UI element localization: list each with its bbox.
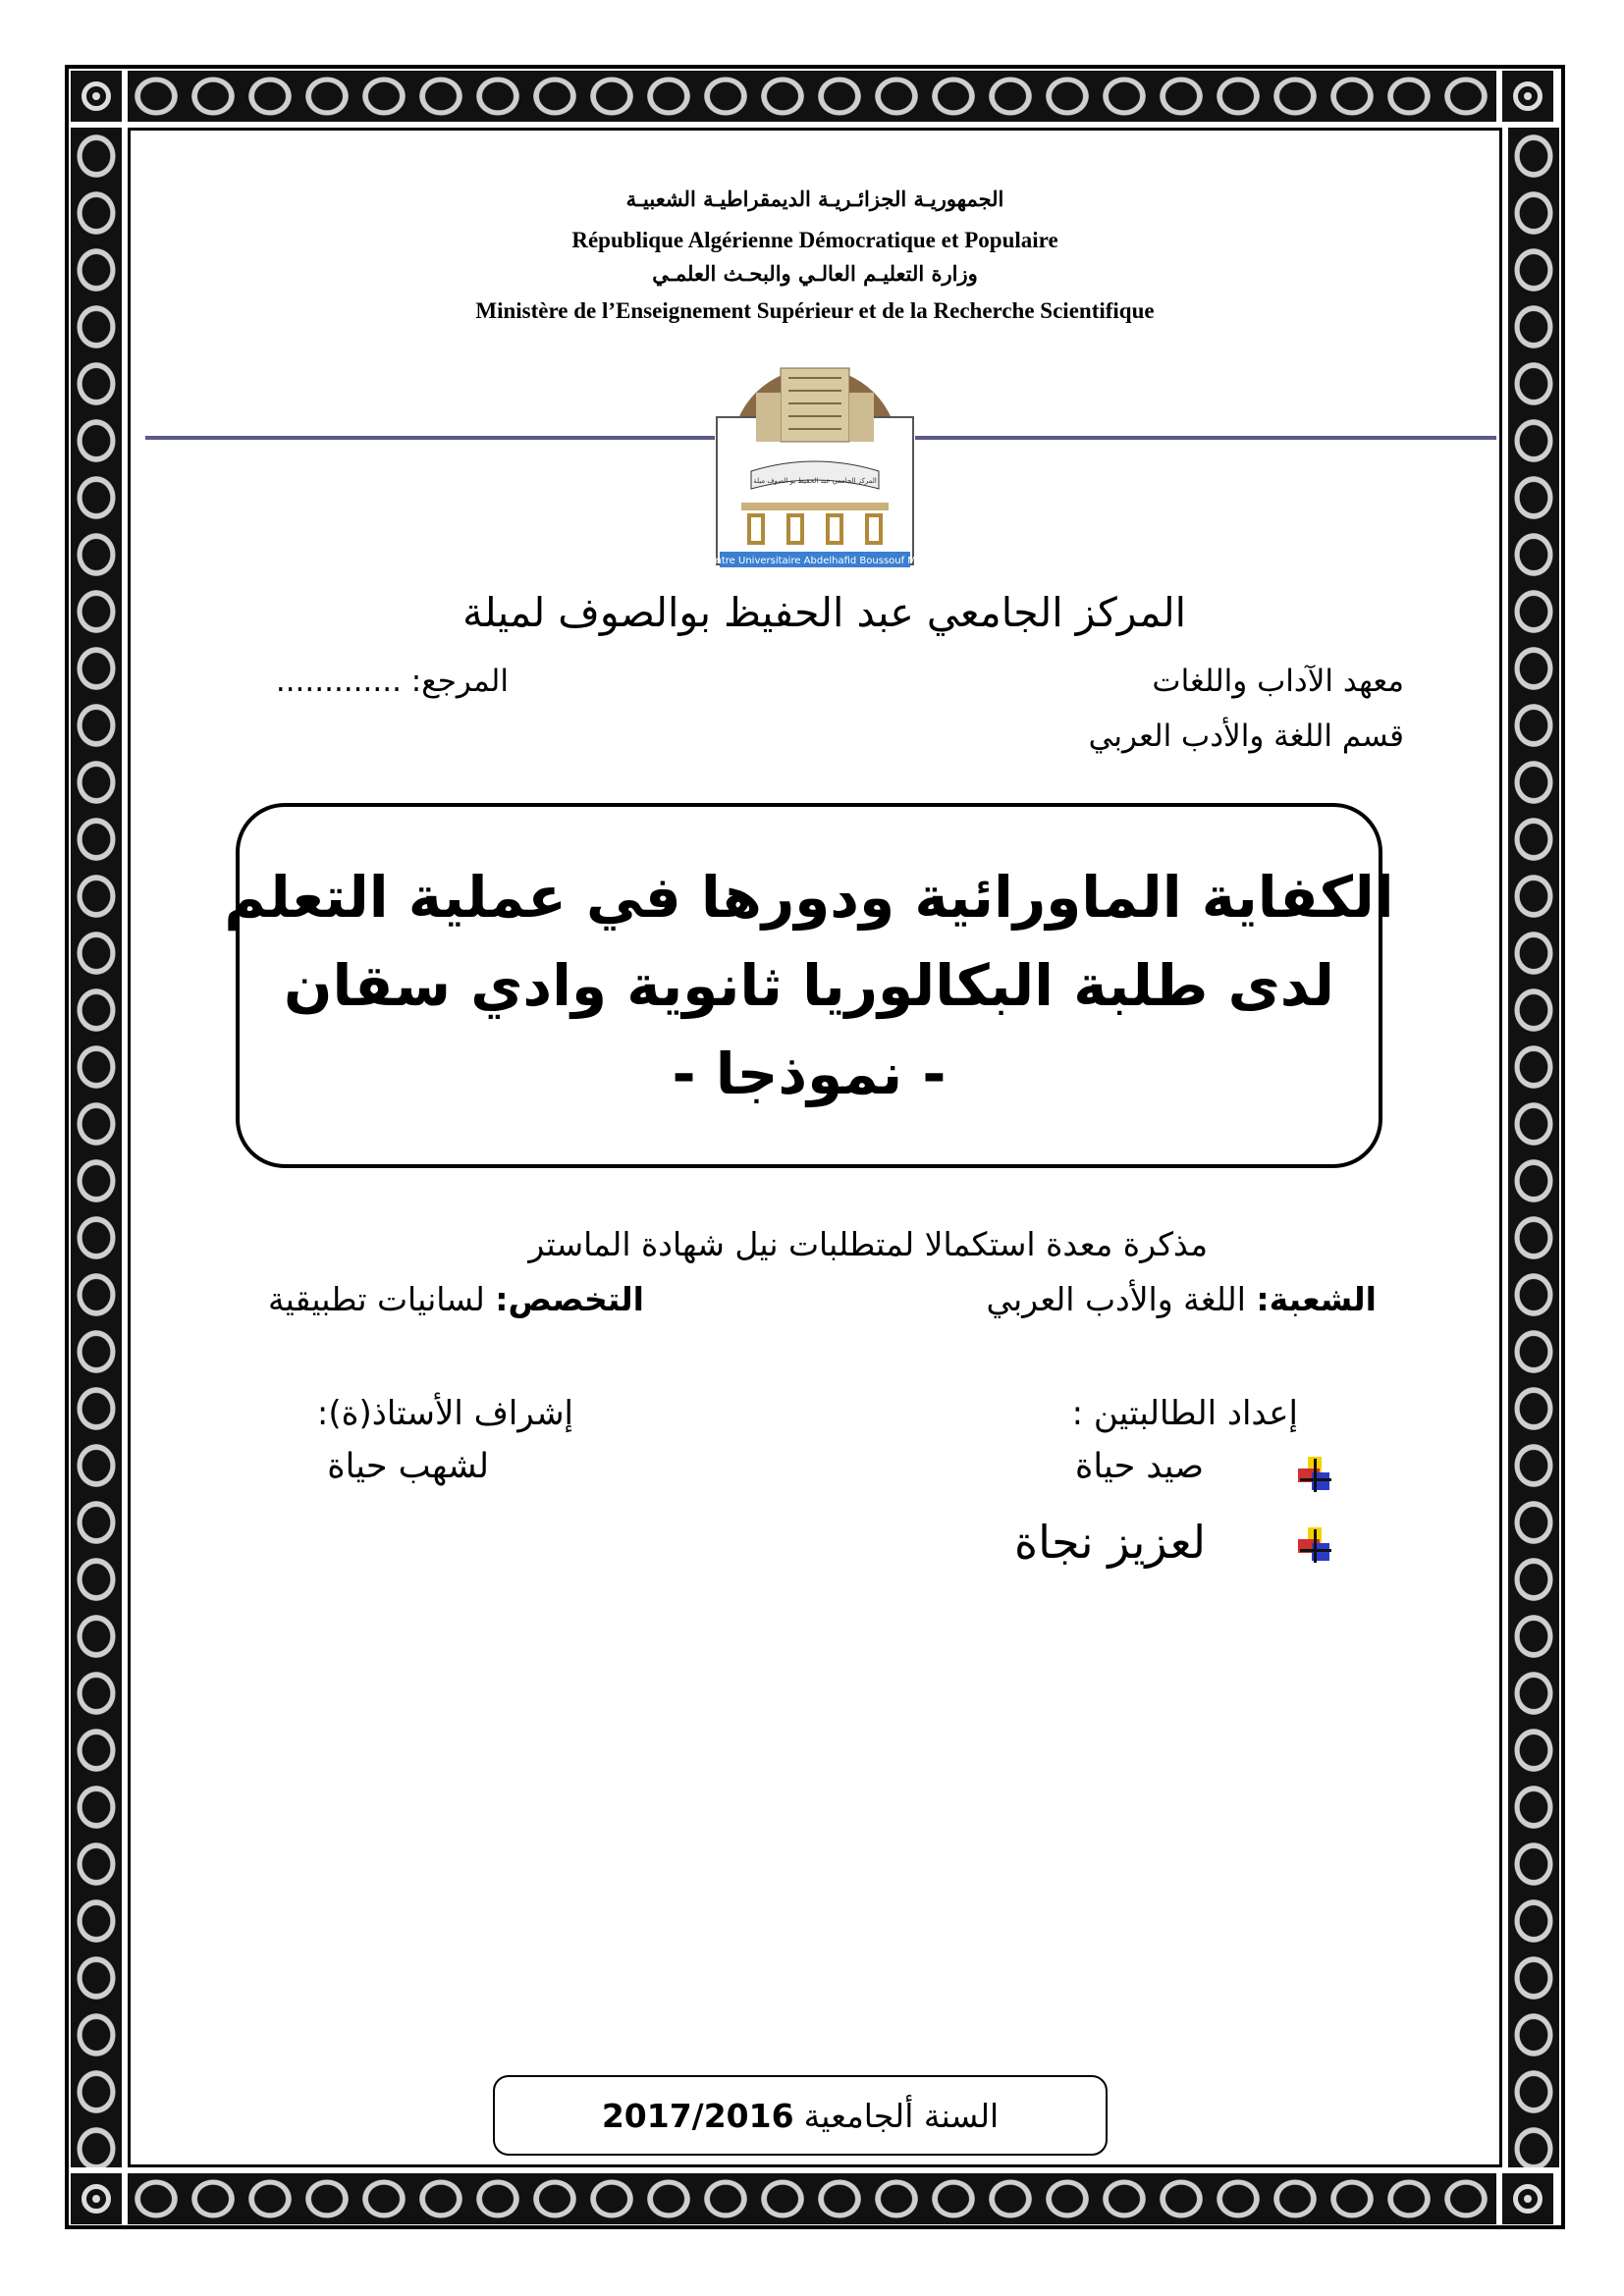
students-heading: إعداد الطالبتين : bbox=[1071, 1394, 1298, 1433]
border-band-bottom bbox=[128, 2173, 1496, 2224]
bullet-icon bbox=[1298, 1457, 1331, 1492]
specialty-value: لسانيات تطبيقية bbox=[267, 1280, 496, 1318]
thesis-title-line2: لدى طلبة البكالوريا ثانوية وادي سقان bbox=[283, 952, 1335, 1019]
bullet-icon bbox=[1298, 1527, 1331, 1563]
academic-year-label: السنة ألجامعية bbox=[803, 2096, 1000, 2135]
republic-french: République Algérienne Démocratique et Populaire bbox=[571, 228, 1058, 252]
supervisor-name: لشهب حياة bbox=[327, 1447, 489, 1486]
thesis-title-line1: الكفاية الماورائية ودورها في عملية التعلم bbox=[224, 864, 1394, 931]
institute-name: معهد الآداب واللغات bbox=[1152, 664, 1404, 699]
thesis-title-line3: - نموذجا - bbox=[672, 1041, 947, 1107]
branch-label: الشعبة: bbox=[1256, 1280, 1377, 1318]
reference-field: المرجع: ............. bbox=[275, 664, 509, 699]
specialty-line bbox=[268, 1280, 644, 1318]
student-name-2: لعزيز نجاة bbox=[1013, 1516, 1206, 1569]
branch-value: اللغة والأدب العربي bbox=[986, 1280, 1257, 1318]
corner-ornament-icon bbox=[1502, 2173, 1553, 2224]
republic-arabic: الجمهوريـة الجزائـريـة الديمقراطيـة الشعبيـة bbox=[625, 187, 1004, 211]
ministry-arabic: وزارة التعليـم العالـي والبحـث العلمـي bbox=[652, 261, 978, 286]
specialty-label: التخصص: bbox=[495, 1280, 644, 1318]
department-name: قسم اللغة والأدب العربي bbox=[1088, 719, 1404, 754]
corner-ornament-icon bbox=[71, 2173, 122, 2224]
svg-text:المركز الجامعي عبد الحفيظ بو ا: المركز الجامعي عبد الحفيظ بو الصوف ميلة bbox=[753, 477, 877, 485]
logo-caption: Centre Universitaire Abdelhafid Boussouf Mila bbox=[712, 556, 918, 566]
branch-line bbox=[986, 1280, 1377, 1318]
header-rule-left bbox=[145, 436, 715, 440]
border-band-right bbox=[1508, 128, 1559, 2167]
border-band-left bbox=[71, 128, 122, 2167]
academic-year-box bbox=[493, 2075, 1108, 2156]
thesis-title-box bbox=[224, 803, 1394, 1168]
academic-year-value: 2017/2016 bbox=[601, 2096, 794, 2135]
corner-ornament-icon bbox=[71, 71, 122, 122]
student-name-1: صيد حياة bbox=[1075, 1447, 1204, 1486]
header-rule-right bbox=[915, 436, 1496, 440]
university-logo bbox=[712, 334, 918, 579]
thesis-note: مذكرة معدة استكمالا لمتطلبات نيل شهادة الماستر bbox=[528, 1225, 1208, 1263]
corner-ornament-icon bbox=[1502, 71, 1553, 122]
supervisor-heading: إشراف الأستاذ(ة): bbox=[316, 1394, 573, 1433]
border-band-top bbox=[128, 71, 1496, 122]
university-name: المركز الجامعي عبد الحفيظ بوالصوف لميلة bbox=[462, 589, 1186, 636]
ministry-french: Ministère de l’Enseignement Supérieur et de la Recherche Scientifique bbox=[475, 298, 1155, 323]
